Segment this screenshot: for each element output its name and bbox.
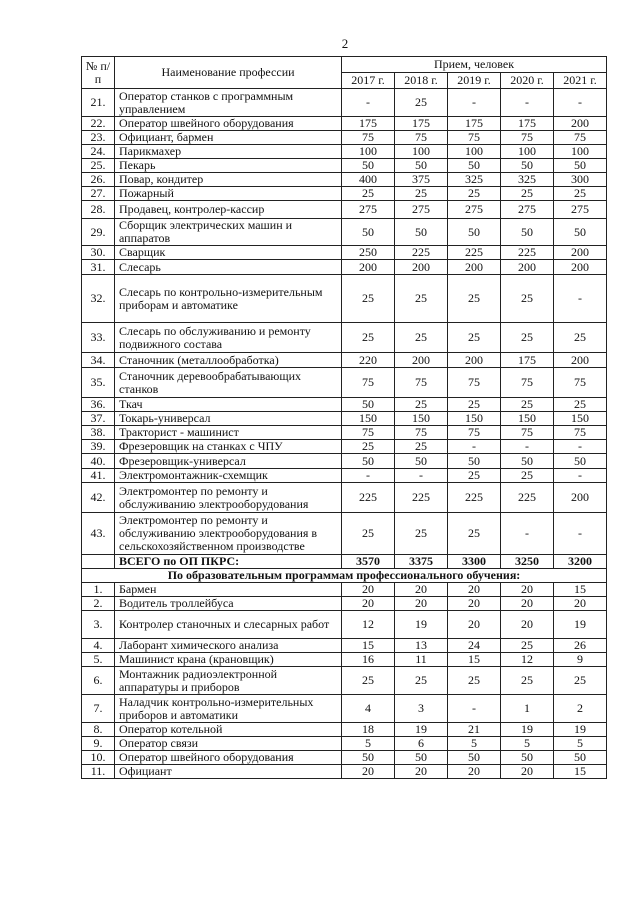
profession-name: Оператор связи [115, 737, 342, 751]
table-row [82, 751, 607, 765]
admission-value: 25 [448, 513, 501, 555]
admission-value: 25 [342, 667, 395, 695]
admission-value: 25 [342, 513, 395, 555]
admission-value: 300 [554, 173, 607, 187]
row-number: 10. [82, 751, 115, 765]
admission-value: 50 [342, 159, 395, 173]
admission-value: 5 [554, 737, 607, 751]
row-number: 30. [82, 246, 115, 260]
admission-value: 200 [554, 117, 607, 131]
admission-value: 175 [395, 117, 448, 131]
admission-value: 50 [501, 219, 554, 246]
admission-value: 5 [448, 737, 501, 751]
total-value: 3200 [554, 555, 607, 569]
table-row [82, 368, 607, 398]
admission-value: - [554, 469, 607, 483]
total-value: 3375 [395, 555, 448, 569]
admission-value: 50 [554, 159, 607, 173]
total-value: 3300 [448, 555, 501, 569]
admission-value: 100 [342, 145, 395, 159]
row-number: 35. [82, 368, 115, 398]
profession-name: Слесарь [115, 260, 342, 275]
table-row [82, 260, 607, 275]
row-number: 38. [82, 426, 115, 440]
admission-value: 50 [554, 751, 607, 765]
row-number: 37. [82, 412, 115, 426]
admission-value: - [554, 89, 607, 117]
profession-name: Слесарь по обслуживанию и ремонту подвижного состава [115, 323, 342, 353]
table-row [82, 219, 607, 246]
admission-value: 175 [501, 353, 554, 368]
row-number: 26. [82, 173, 115, 187]
admission-value: 50 [554, 219, 607, 246]
profession-name: Станочник деревообрабатывающих станков [115, 368, 342, 398]
admission-value: 16 [342, 653, 395, 667]
admission-value: 375 [395, 173, 448, 187]
admission-value: 20 [448, 765, 501, 779]
admission-value: 25 [501, 469, 554, 483]
row-number: 3. [82, 611, 115, 639]
admission-value: 25 [501, 275, 554, 323]
admission-value: 25 [342, 440, 395, 454]
admission-value: 150 [342, 412, 395, 426]
admission-value: 325 [501, 173, 554, 187]
admission-value: 25 [554, 187, 607, 201]
admission-value: 225 [395, 246, 448, 260]
admission-value: 19 [501, 723, 554, 737]
admission-value: - [342, 469, 395, 483]
admission-value: 100 [395, 145, 448, 159]
admission-value: 75 [554, 368, 607, 398]
admission-value: 75 [395, 426, 448, 440]
admission-value: 200 [395, 353, 448, 368]
admission-value: 20 [554, 597, 607, 611]
admission-value: 50 [448, 454, 501, 469]
admission-value: 50 [501, 454, 554, 469]
admission-value: 25 [342, 275, 395, 323]
admission-value: 25 [395, 187, 448, 201]
header-year: 2017 г. [342, 73, 395, 89]
total-value: 3250 [501, 555, 554, 569]
admission-value: 19 [395, 723, 448, 737]
row-number: 34. [82, 353, 115, 368]
admission-value: 75 [501, 131, 554, 145]
header-admission: Прием, человек [342, 57, 607, 73]
admission-value: 50 [342, 751, 395, 765]
admission-value: 50 [342, 454, 395, 469]
admission-value: 26 [554, 639, 607, 653]
profession-name: Фрезеровщик на станках с ЧПУ [115, 440, 342, 454]
admission-value: 75 [448, 426, 501, 440]
admission-value: 15 [554, 765, 607, 779]
admission-value: 275 [395, 201, 448, 219]
admission-value: 20 [395, 765, 448, 779]
row-number: 4. [82, 639, 115, 653]
admission-value: 5 [501, 737, 554, 751]
admission-value: 75 [554, 426, 607, 440]
profession-name: Официант [115, 765, 342, 779]
admission-value: 275 [501, 201, 554, 219]
table-body-training [82, 583, 607, 779]
admission-table [81, 56, 607, 779]
admission-value: 100 [448, 145, 501, 159]
row-number: 36. [82, 398, 115, 412]
admission-value: 25 [395, 89, 448, 117]
admission-value: 13 [395, 639, 448, 653]
admission-value: 19 [395, 611, 448, 639]
total-label: ВСЕГО по ОП ПКРС: [115, 555, 342, 569]
row-number: 24. [82, 145, 115, 159]
profession-name: Оператор станков с программным управлением [115, 89, 342, 117]
profession-name: Электромонтажник-схемщик [115, 469, 342, 483]
profession-name: Парикмахер [115, 145, 342, 159]
table-row [82, 159, 607, 173]
admission-value: 20 [501, 765, 554, 779]
row-number: 42. [82, 483, 115, 513]
table-row [82, 398, 607, 412]
table-row [82, 353, 607, 368]
admission-value: - [448, 89, 501, 117]
admission-value: 25 [501, 667, 554, 695]
row-number: 1. [82, 583, 115, 597]
profession-name: Повар, кондитер [115, 173, 342, 187]
admission-value: 25 [395, 323, 448, 353]
admission-value: 225 [342, 483, 395, 513]
admission-value: 25 [448, 398, 501, 412]
profession-name: Электромонтер по ремонту и обслуживанию электрооборудования в сельскохозяйственном производстве [115, 513, 342, 555]
admission-value: 2 [554, 695, 607, 723]
admission-value: - [554, 275, 607, 323]
admission-value: 25 [448, 667, 501, 695]
admission-value: 5 [342, 737, 395, 751]
admission-value: 150 [501, 412, 554, 426]
admission-value: 20 [342, 583, 395, 597]
admission-value: 3 [395, 695, 448, 723]
admission-value: 225 [448, 483, 501, 513]
profession-name: Ткач [115, 398, 342, 412]
admission-value: 325 [448, 173, 501, 187]
table-row [82, 187, 607, 201]
admission-value: 25 [554, 323, 607, 353]
admission-value: 15 [342, 639, 395, 653]
admission-value: - [395, 469, 448, 483]
admission-value: - [448, 695, 501, 723]
admission-value: 20 [501, 583, 554, 597]
admission-value: 25 [395, 275, 448, 323]
total-empty [82, 555, 115, 569]
profession-name: Пожарный [115, 187, 342, 201]
row-number: 23. [82, 131, 115, 145]
profession-name: Оператор швейного оборудования [115, 117, 342, 131]
admission-value: 75 [554, 131, 607, 145]
row-number: 32. [82, 275, 115, 323]
admission-value: 25 [448, 275, 501, 323]
row-number: 43. [82, 513, 115, 555]
profession-name: Токарь-универсал [115, 412, 342, 426]
section-title: По образовательным программам профессионального обучения: [82, 569, 607, 583]
table-row [82, 513, 607, 555]
admission-value: - [554, 513, 607, 555]
table-row [82, 412, 607, 426]
row-number: 8. [82, 723, 115, 737]
admission-value: 100 [554, 145, 607, 159]
admission-value: 11 [395, 653, 448, 667]
page-number: 2 [341, 36, 349, 51]
admission-value: 9 [554, 653, 607, 667]
admission-value: 75 [448, 368, 501, 398]
admission-value: 20 [395, 597, 448, 611]
table-row [82, 469, 607, 483]
header-year: 2021 г. [554, 73, 607, 89]
admission-value: 150 [554, 412, 607, 426]
admission-value: 20 [342, 597, 395, 611]
admission-value: 200 [554, 483, 607, 513]
admission-value: 50 [448, 219, 501, 246]
table-row [82, 117, 607, 131]
header-year: 2019 г. [448, 73, 501, 89]
section-row [82, 569, 607, 583]
profession-name: Официант, бармен [115, 131, 342, 145]
admission-value: 25 [554, 398, 607, 412]
admission-value: 25 [395, 513, 448, 555]
admission-value: 75 [342, 426, 395, 440]
table-row [82, 583, 607, 597]
admission-value: 200 [395, 260, 448, 275]
profession-name: Оператор швейного оборудования [115, 751, 342, 765]
table-row [82, 483, 607, 513]
profession-name: Слесарь по контрольно-измерительным приборам и автоматике [115, 275, 342, 323]
admission-value: 25 [501, 323, 554, 353]
admission-value: 275 [554, 201, 607, 219]
admission-value: 21 [448, 723, 501, 737]
admission-value: 220 [342, 353, 395, 368]
admission-value: 20 [395, 583, 448, 597]
admission-value: 12 [501, 653, 554, 667]
admission-value: 25 [395, 440, 448, 454]
admission-value: - [501, 89, 554, 117]
admission-value: 20 [501, 597, 554, 611]
profession-name: Электромонтер по ремонту и обслуживанию электрооборудования [115, 483, 342, 513]
profession-name: Контролер станочных и слесарных работ [115, 611, 342, 639]
admission-value: 25 [395, 667, 448, 695]
admission-value: - [448, 440, 501, 454]
admission-value: 200 [554, 260, 607, 275]
table-body-main [82, 89, 607, 555]
admission-value: 225 [395, 483, 448, 513]
admission-value: 175 [501, 117, 554, 131]
admission-value: 50 [395, 159, 448, 173]
row-number: 28. [82, 201, 115, 219]
admission-value: 100 [501, 145, 554, 159]
row-number: 22. [82, 117, 115, 131]
admission-value: 25 [501, 639, 554, 653]
admission-value: 50 [395, 454, 448, 469]
table-row [82, 695, 607, 723]
admission-value: 25 [448, 323, 501, 353]
admission-value: 250 [342, 246, 395, 260]
admission-value: 50 [554, 454, 607, 469]
row-number: 29. [82, 219, 115, 246]
admission-value: 175 [448, 117, 501, 131]
admission-value: 20 [448, 611, 501, 639]
profession-name: Пекарь [115, 159, 342, 173]
admission-value: 75 [342, 368, 395, 398]
admission-value: 20 [448, 597, 501, 611]
admission-value: 15 [448, 653, 501, 667]
profession-name: Сборщик электрических машин и аппаратов [115, 219, 342, 246]
table-row [82, 173, 607, 187]
row-number: 33. [82, 323, 115, 353]
row-number: 25. [82, 159, 115, 173]
table-row [82, 667, 607, 695]
admission-value: 18 [342, 723, 395, 737]
admission-value: 6 [395, 737, 448, 751]
table-row [82, 131, 607, 145]
admission-value: 200 [342, 260, 395, 275]
row-number: 27. [82, 187, 115, 201]
table-row [82, 454, 607, 469]
admission-value: 225 [501, 483, 554, 513]
admission-value: 20 [448, 583, 501, 597]
admission-value: 75 [501, 368, 554, 398]
admission-value: 1 [501, 695, 554, 723]
total-value: 3570 [342, 555, 395, 569]
row-number: 2. [82, 597, 115, 611]
admission-value: 50 [342, 219, 395, 246]
admission-value: 50 [448, 159, 501, 173]
admission-value: 150 [448, 412, 501, 426]
header-year: 2018 г. [395, 73, 448, 89]
admission-value: 50 [395, 219, 448, 246]
profession-name: Наладчик контрольно-измерительных приборов и автоматики [115, 695, 342, 723]
profession-name: Продавец, контролер-кассир [115, 201, 342, 219]
admission-value: 50 [395, 751, 448, 765]
admission-value: 25 [448, 187, 501, 201]
admission-value: - [554, 440, 607, 454]
header-year: 2020 г. [501, 73, 554, 89]
admission-value: 275 [448, 201, 501, 219]
admission-value: 225 [448, 246, 501, 260]
admission-value: 200 [554, 246, 607, 260]
admission-value: 24 [448, 639, 501, 653]
table-row [82, 440, 607, 454]
profession-name: Фрезеровщик-универсал [115, 454, 342, 469]
profession-name: Бармен [115, 583, 342, 597]
admission-value: 75 [501, 426, 554, 440]
admission-value: 200 [501, 260, 554, 275]
row-number: 5. [82, 653, 115, 667]
admission-value: 50 [501, 751, 554, 765]
table-row [82, 639, 607, 653]
profession-name: Сварщик [115, 246, 342, 260]
admission-value: 25 [501, 187, 554, 201]
row-number: 6. [82, 667, 115, 695]
admission-value: 19 [554, 723, 607, 737]
admission-value: - [501, 513, 554, 555]
table-row [82, 275, 607, 323]
table-row [82, 201, 607, 219]
header-no: № п/п [82, 57, 115, 89]
total-row [82, 555, 607, 569]
admission-value: 275 [342, 201, 395, 219]
admission-value: 200 [554, 353, 607, 368]
admission-value: 75 [342, 131, 395, 145]
profession-name: Лаборант химического анализа [115, 639, 342, 653]
table-row [82, 246, 607, 260]
row-number: 41. [82, 469, 115, 483]
row-number: 21. [82, 89, 115, 117]
admission-value: 175 [342, 117, 395, 131]
admission-value: 25 [448, 469, 501, 483]
admission-value: 25 [342, 323, 395, 353]
table-row [82, 145, 607, 159]
table-row [82, 737, 607, 751]
table-row [82, 89, 607, 117]
profession-name: Тракторист - машинист [115, 426, 342, 440]
admission-value: 25 [554, 667, 607, 695]
profession-name: Станочник (металлообработка) [115, 353, 342, 368]
admission-value: 150 [395, 412, 448, 426]
admission-value: 75 [395, 131, 448, 145]
profession-name: Машинист крана (крановщик) [115, 653, 342, 667]
admission-value: 25 [395, 398, 448, 412]
row-number: 40. [82, 454, 115, 469]
profession-name: Монтажник радиоэлектронной аппаратуры и приборов [115, 667, 342, 695]
admission-value: 75 [395, 368, 448, 398]
admission-value: 25 [501, 398, 554, 412]
profession-name: Оператор котельной [115, 723, 342, 737]
table-row [82, 653, 607, 667]
admission-value: 50 [342, 398, 395, 412]
table-total [82, 555, 607, 583]
table-row [82, 323, 607, 353]
row-number: 7. [82, 695, 115, 723]
admission-value: 20 [501, 611, 554, 639]
admission-value: 200 [448, 260, 501, 275]
admission-value: 50 [501, 159, 554, 173]
admission-value: 75 [448, 131, 501, 145]
admission-value: 19 [554, 611, 607, 639]
row-number: 39. [82, 440, 115, 454]
row-number: 9. [82, 737, 115, 751]
profession-name: Водитель троллейбуса [115, 597, 342, 611]
admission-value: 25 [342, 187, 395, 201]
table-row [82, 723, 607, 737]
admission-value: 225 [501, 246, 554, 260]
row-number: 11. [82, 765, 115, 779]
admission-value: 15 [554, 583, 607, 597]
row-number: 31. [82, 260, 115, 275]
table-row [82, 597, 607, 611]
admission-value: - [501, 440, 554, 454]
table-row [82, 765, 607, 779]
admission-value: 20 [342, 765, 395, 779]
table-row [82, 426, 607, 440]
table-row [82, 611, 607, 639]
admission-value: - [342, 89, 395, 117]
admission-value: 200 [448, 353, 501, 368]
admission-value: 50 [448, 751, 501, 765]
admission-value: 400 [342, 173, 395, 187]
admission-value: 12 [342, 611, 395, 639]
header-profession: Наименование профессии [115, 57, 342, 89]
admission-value: 4 [342, 695, 395, 723]
